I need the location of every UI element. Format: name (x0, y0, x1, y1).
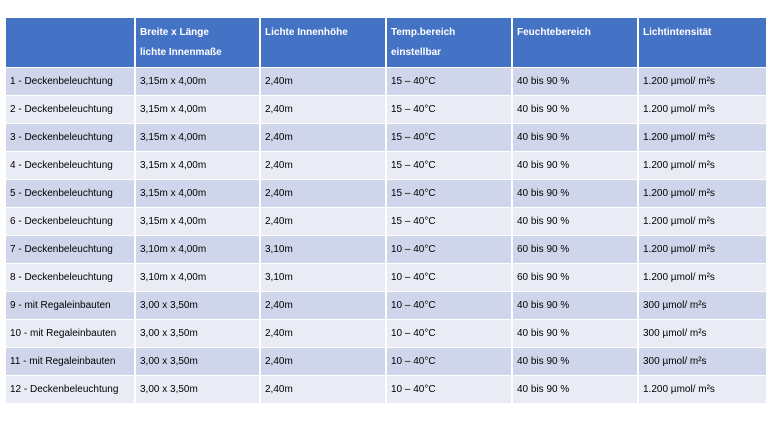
table-row (6, 180, 766, 207)
cell-temp-range: 15 – 40°C (387, 180, 511, 207)
table-row (6, 320, 766, 347)
table-row (6, 236, 766, 263)
header-chamber (6, 18, 134, 67)
cell-temp-range: 10 – 40°C (387, 348, 511, 375)
cell-chamber: 2 - Deckenbeleuchtung (6, 96, 134, 123)
cell-dimensions: 3,15m x 4,00m (136, 96, 259, 123)
cell-humidity-range: 40 bis 90 % (513, 96, 637, 123)
header-line: Lichte Innenhöhe (265, 27, 348, 38)
header-line: Temp.bereich einstellbar (391, 27, 456, 58)
cell-light-intensity: 1.200 µmol/ m²s (639, 264, 766, 291)
cell-temp-range: 15 – 40°C (387, 68, 511, 95)
cell-humidity-range: 40 bis 90 % (513, 68, 637, 95)
cell-inner-height: 2,40m (261, 180, 385, 207)
cell-temp-range: 10 – 40°C (387, 320, 511, 347)
cell-chamber: 10 - mit Regaleinbauten (6, 320, 134, 347)
cell-inner-height: 2,40m (261, 320, 385, 347)
header-temp-range (387, 18, 511, 67)
cell-temp-range: 10 – 40°C (387, 376, 511, 403)
cell-chamber: 7 - Deckenbeleuchtung (6, 236, 134, 263)
cell-light-intensity: 1.200 µmol/ m²s (639, 376, 766, 403)
header-light-intensity (639, 18, 766, 67)
cell-dimensions: 3,10m x 4,00m (136, 264, 259, 291)
table-row (6, 348, 766, 375)
cell-chamber: 4 - Deckenbeleuchtung (6, 152, 134, 179)
cell-chamber: 11 - mit Regaleinbauten (6, 348, 134, 375)
header-line: Breite x Länge (140, 27, 209, 38)
cell-chamber: 9 - mit Regaleinbauten (6, 292, 134, 319)
cell-humidity-range: 40 bis 90 % (513, 124, 637, 151)
cell-inner-height: 2,40m (261, 152, 385, 179)
cell-humidity-range: 40 bis 90 % (513, 208, 637, 235)
cell-temp-range: 10 – 40°C (387, 292, 511, 319)
header-inner-height (261, 18, 385, 67)
cell-dimensions: 3,00 x 3,50m (136, 348, 259, 375)
cell-dimensions: 3,10m x 4,00m (136, 236, 259, 263)
table-row (6, 152, 766, 179)
cell-humidity-range: 40 bis 90 % (513, 152, 637, 179)
cell-light-intensity: 1.200 µmol/ m²s (639, 68, 766, 95)
cell-light-intensity: 1.200 µmol/ m²s (639, 180, 766, 207)
table-row (6, 264, 766, 291)
cell-inner-height: 2,40m (261, 124, 385, 151)
table-row (6, 292, 766, 319)
header-line: Feuchtebereich (517, 27, 591, 38)
cell-humidity-range: 40 bis 90 % (513, 320, 637, 347)
cell-humidity-range: 40 bis 90 % (513, 180, 637, 207)
table-body (6, 68, 766, 403)
cell-inner-height: 2,40m (261, 96, 385, 123)
cell-chamber: 5 - Deckenbeleuchtung (6, 180, 134, 207)
cell-dimensions: 3,00 x 3,50m (136, 376, 259, 403)
table-row (6, 376, 766, 403)
cell-inner-height: 2,40m (261, 376, 385, 403)
cell-chamber: 12 - Deckenbeleuchtung (6, 376, 134, 403)
cell-humidity-range: 40 bis 90 % (513, 348, 637, 375)
cell-inner-height: 2,40m (261, 208, 385, 235)
cell-light-intensity: 1.200 µmol/ m²s (639, 208, 766, 235)
cell-chamber: 1 - Deckenbeleuchtung (6, 68, 134, 95)
header-line: lichte Innenmaße (140, 47, 222, 58)
table-row (6, 68, 766, 95)
cell-dimensions: 3,15m x 4,00m (136, 180, 259, 207)
header-line: Lichtintensität (643, 27, 712, 38)
cell-inner-height: 2,40m (261, 292, 385, 319)
cell-dimensions: 3,00 x 3,50m (136, 320, 259, 347)
cell-chamber: 8 - Deckenbeleuchtung (6, 264, 134, 291)
cell-temp-range: 15 – 40°C (387, 96, 511, 123)
cell-temp-range: 10 – 40°C (387, 236, 511, 263)
chamber-table-container (4, 17, 764, 404)
header-dimensions (136, 18, 259, 67)
cell-dimensions: 3,15m x 4,00m (136, 124, 259, 151)
cell-temp-range: 15 – 40°C (387, 124, 511, 151)
cell-temp-range: 15 – 40°C (387, 152, 511, 179)
cell-chamber: 6 - Deckenbeleuchtung (6, 208, 134, 235)
cell-dimensions: 3,00 x 3,50m (136, 292, 259, 319)
cell-humidity-range: 60 bis 90 % (513, 264, 637, 291)
header-humidity-range (513, 18, 637, 67)
cell-light-intensity: 1.200 µmol/ m²s (639, 152, 766, 179)
chamber-spec-table (4, 17, 768, 404)
cell-inner-height: 2,40m (261, 348, 385, 375)
cell-dimensions: 3,15m x 4,00m (136, 152, 259, 179)
cell-light-intensity: 1.200 µmol/ m²s (639, 236, 766, 263)
cell-light-intensity: 300 µmol/ m²s (639, 292, 766, 319)
cell-light-intensity: 300 µmol/ m²s (639, 348, 766, 375)
cell-inner-height: 3,10m (261, 264, 385, 291)
table-header-row (6, 18, 766, 67)
cell-dimensions: 3,15m x 4,00m (136, 68, 259, 95)
cell-inner-height: 3,10m (261, 236, 385, 263)
table-row (6, 208, 766, 235)
cell-chamber: 3 - Deckenbeleuchtung (6, 124, 134, 151)
cell-humidity-range: 40 bis 90 % (513, 292, 637, 319)
cell-dimensions: 3,15m x 4,00m (136, 208, 259, 235)
cell-light-intensity: 300 µmol/ m²s (639, 320, 766, 347)
table-row (6, 124, 766, 151)
cell-temp-range: 15 – 40°C (387, 208, 511, 235)
cell-temp-range: 10 – 40°C (387, 264, 511, 291)
cell-inner-height: 2,40m (261, 68, 385, 95)
cell-light-intensity: 1.200 µmol/ m²s (639, 96, 766, 123)
table-row (6, 96, 766, 123)
cell-light-intensity: 1.200 µmol/ m²s (639, 124, 766, 151)
cell-humidity-range: 60 bis 90 % (513, 236, 637, 263)
cell-humidity-range: 40 bis 90 % (513, 376, 637, 403)
